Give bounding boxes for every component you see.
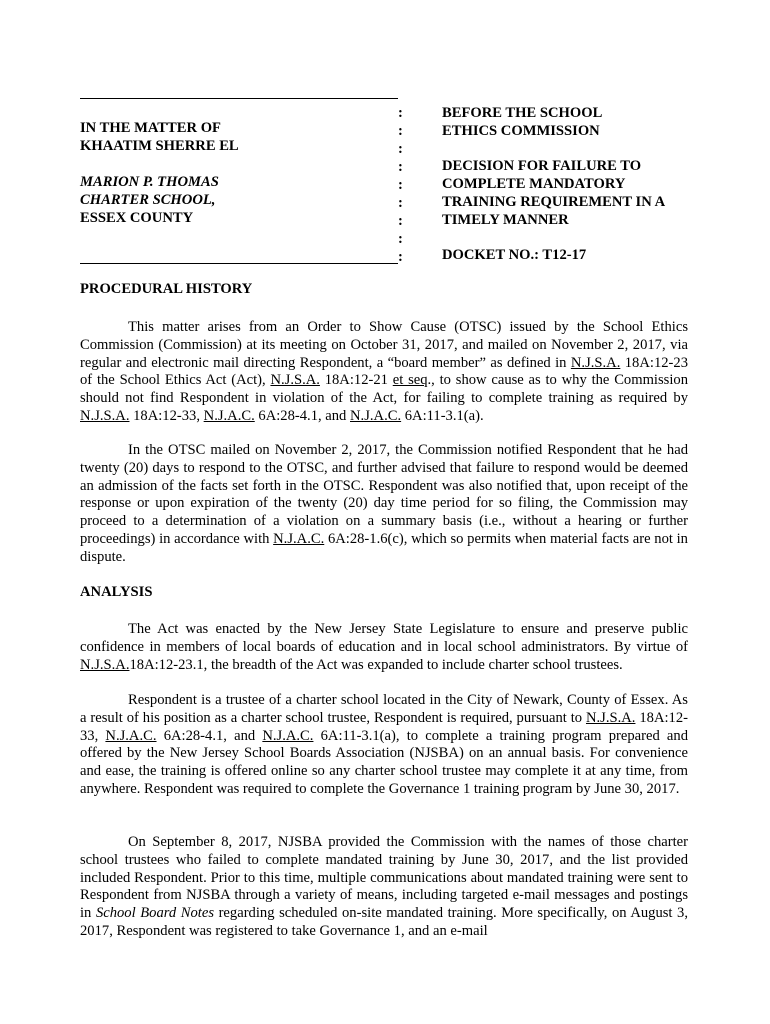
caption-line: MARION P. THOMAS: [80, 174, 219, 190]
colon: :: [398, 105, 403, 121]
colon: :: [398, 213, 403, 229]
caption-colon-column: [398, 104, 408, 266]
caption-party-block: [80, 119, 239, 227]
caption-top-rule: [80, 98, 398, 99]
caption-line: TRAINING REQUIREMENT IN A: [442, 194, 666, 210]
colon: :: [398, 123, 403, 139]
colon: :: [398, 249, 403, 265]
caption-line: TIMELY MANNER: [442, 212, 569, 228]
caption-line: IN THE MATTER OF: [80, 120, 221, 136]
paragraph-3: The Act was enacted by the New Jersey State Legislature to ensure and preserve public confidence in members of local boards of education and in local school administrators. By virtue of N.J.S.A.18A:12-23.1, the breadth of the Act was expanded to include charter school trustees.: [80, 621, 688, 673]
caption-court-block: [442, 104, 665, 264]
paragraph-2: In the OTSC mailed on November 2, 2017, the Commission notified Respondent that he had twenty (20) days to respond to the OTSC, and further advised that failure to respond would be deemed an admission of the facts set forth in the OTSC. Respondent was also notified that, upon receipt of the response or upon expiration of the twenty (20) day time period for so filing, the Commission may proceed to a determination of a violation on a summary basis (i.e., without a hearing or further proceedings) in accordance with N.J.A.C. 6A:28-1.6(c), which so permits when material facts are not in dispute.: [80, 442, 688, 565]
caption-line: ETHICS COMMISSION: [442, 123, 600, 139]
paragraph-4: Respondent is a trustee of a charter school located in the City of Newark, County of Essex. As a result of his position as a charter school trustee, Respondent is required, pursuant to N.J.S.A. 18A:12-33, N.J.A.C. 6A:28-4.1, and N.J.A.C. 6A:11-3.1(a), to complete a training program prepared and offered by the New Jersey School Boards Association (NJSBA) on an annual basis. For convenience and ease, the training is offered online so any charter school trustee may complete it at any time, from anywhere. Respondent was required to complete the Governance 1 training program by June 30, 2017.: [80, 692, 688, 797]
colon: :: [398, 141, 403, 157]
case-caption: [80, 96, 700, 266]
colon: :: [398, 177, 403, 193]
caption-line: COMPLETE MANDATORY: [442, 176, 626, 192]
paragraph-5: On September 8, 2017, NJSBA provided the Commission with the names of those charter school trustees who failed to complete mandated training by June 30, 2017, and the list provided included Respondent. Prior to this time, multiple communications about mandated training were sent to Respondent from NJSBA through a variety of means, including targeted e-mail messages and postings in School Board Notes regarding scheduled on-site mandated training. More specifically, on August 3, 2017, Respondent was registered to take Governance 1, and an e-mail: [80, 834, 689, 939]
procedural-history-heading: PROCEDURAL HISTORY: [80, 281, 253, 297]
analysis-heading: ANALYSIS: [80, 584, 153, 600]
paragraph-1: This matter arises from an Order to Show Cause (OTSC) issued by the School Ethics Commission (Commission) at its meeting on October 31, 2017, and mailed on November 2, 2017, via regular and electronic mail directing Respondent, a “board member” as defined in N.J.S.A. 18A:12-23 of the School Ethics Act (Act), N.J.S.A. 18A:12-21 et seq., to show cause as to why the Commission should not find Respondent in violation of the Act, for failing to complete training as required by N.J.S.A. 18A:12-33, N.J.A.C. 6A:28-4.1, and N.J.A.C. 6A:11-3.1(a).: [80, 319, 688, 424]
docket-number: DOCKET NO.: T12-17: [442, 247, 587, 263]
caption-line: BEFORE THE SCHOOL: [442, 105, 603, 121]
colon: :: [398, 231, 403, 247]
caption-line: CHARTER SCHOOL,: [80, 192, 216, 208]
caption-line: KHAATIM SHERRE EL: [80, 138, 239, 154]
caption-line: DECISION FOR FAILURE TO: [442, 158, 642, 174]
colon: :: [398, 195, 403, 211]
caption-line: ESSEX COUNTY: [80, 210, 194, 226]
colon: :: [398, 159, 403, 175]
caption-bottom-rule: [80, 263, 398, 264]
